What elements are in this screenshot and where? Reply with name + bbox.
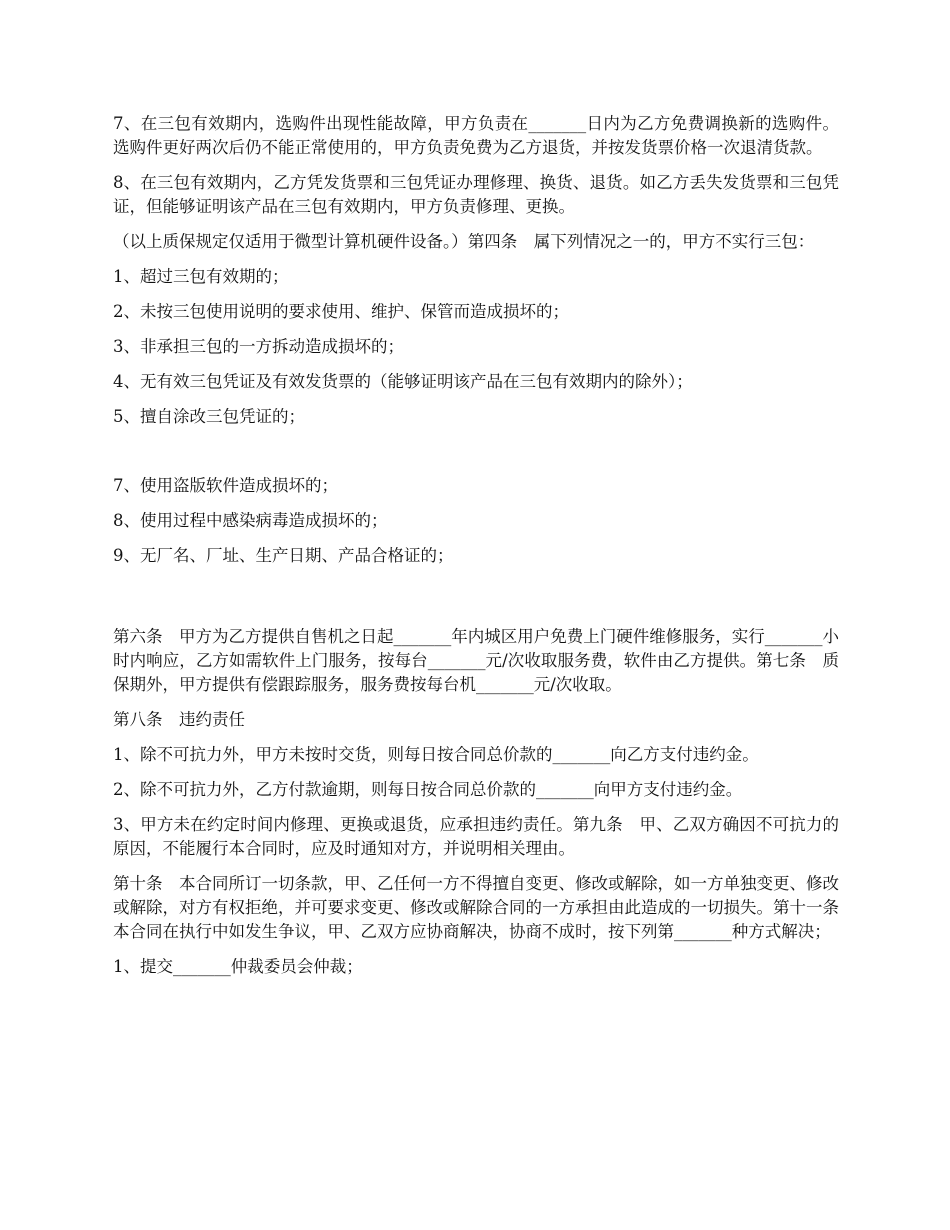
blank-line (113, 579, 839, 625)
clause-7-paragraph: 7、在三包有效期内，选购件出现性能故障，甲方负责在_______日内为乙方免费调换新的选购件。选购件更好两次后仍不能正常使用的，甲方负责免费为乙方退货，并按发货票价格一次退清货款。 (113, 114, 839, 157)
article-4-paragraph: （以上质保规定仅适用于微型计算机硬件设备。）第四条 属下列情况之一的，甲方不实行三包： (113, 232, 815, 251)
exclusion-item-8: 8、使用过程中感染病毒造成损坏的； (113, 511, 388, 530)
article-10-paragraph: 第十条 本合同所订一切条款，甲、乙任何一方不得擅自变更、修改或解除，如一方单独变更、修改或解除，对方有权拒绝，并可要求变更、修改或解除合同的一方承担由此造成的一切损失。第十一条 本合同在执行中如发生争议，甲、乙双方应协商解决，协商不成时，按下列第_______种方式解决； (113, 874, 856, 941)
blank-line (113, 440, 839, 474)
exclusion-item-2: 2、未按三包使用说明的要求使用、维护、保管而造成损坏的； (113, 302, 569, 321)
article-6-paragraph: 第六条 甲方为乙方提供自售机之日起_______年内城区用户免费上门硬件维修服务，实行_______小时内响应，乙方如需软件上门服务，按每台_______元/次收取服务费，软件由乙方提供。第七条 质保期外，甲方提供有偿跟踪服务，服务费按每台机_______元/次收取。 (113, 627, 839, 694)
liability-item-2: 2、除不可抗力外，乙方付款逾期，则每日按合同总价款的_______向甲方支付违约金。 (113, 780, 743, 799)
exclusion-item-7: 7、使用盗版软件造成损坏的； (113, 476, 338, 495)
article-8-heading: 第八条 违约责任 (113, 710, 245, 729)
exclusion-item-3: 3、非承担三包的一方拆动造成损坏的； (113, 337, 404, 356)
dispute-item-1: 1、提交_______仲裁委员会仲裁； (113, 957, 363, 976)
exclusion-item-4: 4、无有效三包凭证及有效发货票的（能够证明该产品在三包有效期内的除外）； (113, 372, 693, 391)
exclusion-item-9: 9、无厂名、厂址、生产日期、产品合格证的； (113, 546, 454, 565)
document-body (113, 112, 856, 990)
liability-item-1: 1、除不可抗力外，甲方未按时交货，则每日按合同总价款的_______向乙方支付违约金。 (113, 745, 759, 764)
exclusion-item-1: 1、超过三包有效期的； (113, 267, 289, 286)
clause-8-paragraph: 8、在三包有效期内，乙方凭发货票和三包凭证办理修理、换货、退货。如乙方丢失发货票和三包凭证，但能够证明该产品在三包有效期内，甲方负责修理、更换。 (113, 173, 839, 216)
liability-item-3: 3、甲方未在约定时间内修理、更换或退货，应承担违约责任。第九条 甲、乙双方确因不可抗力的原因，不能履行本合同时，应及时通知对方，并说明相关理由。 (113, 815, 839, 858)
exclusion-item-5: 5、擅自涂改三包凭证的； (113, 407, 305, 426)
